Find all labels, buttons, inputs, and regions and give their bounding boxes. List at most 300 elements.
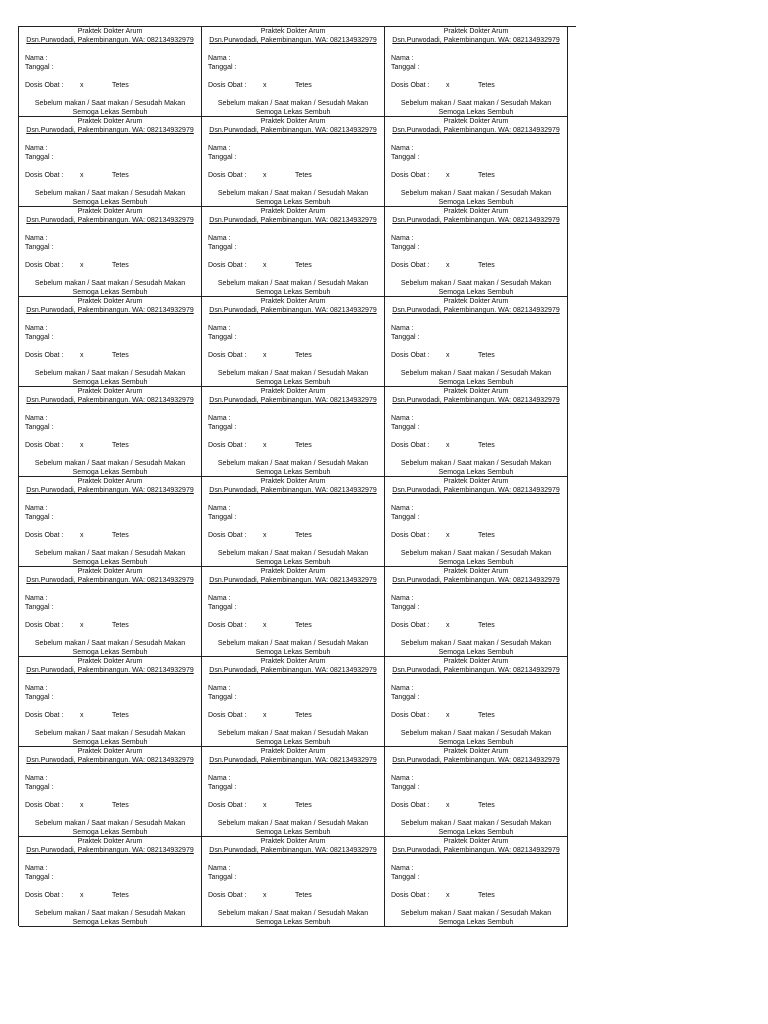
- patient-name-field: Nama :: [25, 865, 48, 872]
- clinic-address: Dsn.Purwodadi, Pakembinangun. WA: 082134932979: [209, 847, 377, 854]
- dosage-unit: Tetes: [478, 352, 495, 359]
- prescription-label: [385, 207, 568, 297]
- dosage-label: Dosis Obat :: [208, 802, 247, 809]
- dosage-unit: Tetes: [112, 262, 129, 269]
- dosage-unit: Tetes: [295, 802, 312, 809]
- clinic-address: Dsn.Purwodadi, Pakembinangun. WA: 082134932979: [392, 397, 560, 404]
- clinic-title: Praktek Dokter Arum: [443, 748, 509, 755]
- get-well-message: Semoga Lekas Sembuh: [438, 289, 514, 296]
- meal-timing: Sebelum makan / Saat makan / Sesudah Makan: [34, 910, 186, 917]
- meal-timing: Sebelum makan / Saat makan / Sesudah Makan: [217, 370, 369, 377]
- patient-name-field: Nama :: [391, 325, 414, 332]
- dosage-unit: Tetes: [295, 622, 312, 629]
- dosage-label: Dosis Obat :: [391, 892, 430, 899]
- clinic-address: Dsn.Purwodadi, Pakembinangun. WA: 082134932979: [392, 307, 560, 314]
- patient-name-field: Nama :: [208, 235, 231, 242]
- patient-name-field: Nama :: [25, 145, 48, 152]
- date-field: Tanggal :: [391, 604, 420, 611]
- meal-timing: Sebelum makan / Saat makan / Sesudah Makan: [400, 550, 552, 557]
- clinic-address: Dsn.Purwodadi, Pakembinangun. WA: 082134932979: [392, 487, 560, 494]
- prescription-label: [202, 387, 385, 477]
- meal-timing: Sebelum makan / Saat makan / Sesudah Makan: [34, 190, 186, 197]
- clinic-address: Dsn.Purwodadi, Pakembinangun. WA: 082134932979: [26, 577, 194, 584]
- get-well-message: Semoga Lekas Sembuh: [255, 739, 331, 746]
- clinic-address: Dsn.Purwodadi, Pakembinangun. WA: 082134932979: [209, 667, 377, 674]
- date-field: Tanggal :: [208, 334, 237, 341]
- clinic-address: Dsn.Purwodadi, Pakembinangun. WA: 082134932979: [209, 307, 377, 314]
- dosage-unit: Tetes: [478, 712, 495, 719]
- dosage-label: Dosis Obat :: [208, 892, 247, 899]
- dosage-unit: Tetes: [295, 532, 312, 539]
- date-field: Tanggal :: [208, 244, 237, 251]
- dosage-multiplier: x: [263, 712, 267, 719]
- prescription-label: [202, 747, 385, 837]
- dosage-unit: Tetes: [478, 802, 495, 809]
- prescription-label: [202, 477, 385, 567]
- meal-timing: Sebelum makan / Saat makan / Sesudah Makan: [34, 820, 186, 827]
- clinic-title: Praktek Dokter Arum: [77, 568, 143, 575]
- dosage-label: Dosis Obat :: [25, 622, 64, 629]
- dosage-multiplier: x: [446, 622, 450, 629]
- patient-name-field: Nama :: [208, 595, 231, 602]
- dosage-label: Dosis Obat :: [25, 262, 64, 269]
- dosage-multiplier: x: [446, 262, 450, 269]
- dosage-label: Dosis Obat :: [208, 712, 247, 719]
- clinic-address: Dsn.Purwodadi, Pakembinangun. WA: 082134932979: [26, 667, 194, 674]
- date-field: Tanggal :: [391, 244, 420, 251]
- meal-timing: Sebelum makan / Saat makan / Sesudah Makan: [400, 190, 552, 197]
- meal-timing: Sebelum makan / Saat makan / Sesudah Makan: [34, 370, 186, 377]
- clinic-title: Praktek Dokter Arum: [260, 658, 326, 665]
- patient-name-field: Nama :: [25, 685, 48, 692]
- clinic-title: Praktek Dokter Arum: [260, 478, 326, 485]
- prescription-label: [202, 837, 385, 927]
- patient-name-field: Nama :: [25, 775, 48, 782]
- get-well-message: Semoga Lekas Sembuh: [255, 469, 331, 476]
- clinic-title: Praktek Dokter Arum: [443, 388, 509, 395]
- prescription-label: [385, 297, 568, 387]
- date-field: Tanggal :: [25, 154, 54, 161]
- dosage-multiplier: x: [80, 622, 84, 629]
- meal-timing: Sebelum makan / Saat makan / Sesudah Makan: [34, 280, 186, 287]
- dosage-unit: Tetes: [112, 352, 129, 359]
- date-field: Tanggal :: [208, 154, 237, 161]
- dosage-label: Dosis Obat :: [391, 172, 430, 179]
- meal-timing: Sebelum makan / Saat makan / Sesudah Makan: [34, 460, 186, 467]
- date-field: Tanggal :: [25, 874, 54, 881]
- dosage-unit: Tetes: [112, 892, 129, 899]
- meal-timing: Sebelum makan / Saat makan / Sesudah Makan: [400, 100, 552, 107]
- date-field: Tanggal :: [391, 334, 420, 341]
- dosage-label: Dosis Obat :: [391, 442, 430, 449]
- dosage-label: Dosis Obat :: [208, 532, 247, 539]
- dosage-label: Dosis Obat :: [208, 622, 247, 629]
- dosage-multiplier: x: [80, 442, 84, 449]
- patient-name-field: Nama :: [391, 145, 414, 152]
- dosage-unit: Tetes: [295, 712, 312, 719]
- dosage-multiplier: x: [80, 532, 84, 539]
- dosage-label: Dosis Obat :: [208, 442, 247, 449]
- patient-name-field: Nama :: [25, 415, 48, 422]
- dosage-multiplier: x: [263, 172, 267, 179]
- prescription-label: [385, 837, 568, 927]
- patient-name-field: Nama :: [391, 55, 414, 62]
- clinic-title: Praktek Dokter Arum: [443, 658, 509, 665]
- dosage-multiplier: x: [446, 82, 450, 89]
- clinic-title: Praktek Dokter Arum: [260, 388, 326, 395]
- patient-name-field: Nama :: [208, 145, 231, 152]
- dosage-label: Dosis Obat :: [25, 532, 64, 539]
- patient-name-field: Nama :: [391, 235, 414, 242]
- meal-timing: Sebelum makan / Saat makan / Sesudah Makan: [34, 640, 186, 647]
- clinic-title: Praktek Dokter Arum: [77, 388, 143, 395]
- prescription-label: [385, 567, 568, 657]
- meal-timing: Sebelum makan / Saat makan / Sesudah Makan: [217, 730, 369, 737]
- meal-timing: Sebelum makan / Saat makan / Sesudah Makan: [400, 280, 552, 287]
- patient-name-field: Nama :: [391, 865, 414, 872]
- meal-timing: Sebelum makan / Saat makan / Sesudah Makan: [217, 460, 369, 467]
- clinic-title: Praktek Dokter Arum: [260, 298, 326, 305]
- clinic-title: Praktek Dokter Arum: [260, 118, 326, 125]
- dosage-unit: Tetes: [295, 172, 312, 179]
- dosage-multiplier: x: [446, 802, 450, 809]
- clinic-address: Dsn.Purwodadi, Pakembinangun. WA: 082134932979: [392, 667, 560, 674]
- prescription-label: [202, 207, 385, 297]
- dosage-unit: Tetes: [112, 622, 129, 629]
- get-well-message: Semoga Lekas Sembuh: [72, 199, 148, 206]
- clinic-address: Dsn.Purwodadi, Pakembinangun. WA: 082134932979: [209, 37, 377, 44]
- clinic-title: Praktek Dokter Arum: [77, 298, 143, 305]
- date-field: Tanggal :: [25, 514, 54, 521]
- dosage-label: Dosis Obat :: [208, 352, 247, 359]
- date-field: Tanggal :: [208, 64, 237, 71]
- dosage-label: Dosis Obat :: [391, 532, 430, 539]
- dosage-multiplier: x: [446, 532, 450, 539]
- dosage-multiplier: x: [263, 82, 267, 89]
- clinic-title: Praktek Dokter Arum: [77, 658, 143, 665]
- dosage-multiplier: x: [263, 802, 267, 809]
- dosage-unit: Tetes: [295, 892, 312, 899]
- patient-name-field: Nama :: [25, 235, 48, 242]
- dosage-unit: Tetes: [295, 352, 312, 359]
- patient-name-field: Nama :: [208, 55, 231, 62]
- meal-timing: Sebelum makan / Saat makan / Sesudah Makan: [400, 730, 552, 737]
- get-well-message: Semoga Lekas Sembuh: [438, 109, 514, 116]
- clinic-address: Dsn.Purwodadi, Pakembinangun. WA: 082134932979: [209, 217, 377, 224]
- clinic-address: Dsn.Purwodadi, Pakembinangun. WA: 082134932979: [26, 757, 194, 764]
- clinic-title: Praktek Dokter Arum: [77, 208, 143, 215]
- dosage-label: Dosis Obat :: [391, 82, 430, 89]
- dosage-unit: Tetes: [112, 172, 129, 179]
- label-sheet: [18, 26, 576, 926]
- patient-name-field: Nama :: [208, 325, 231, 332]
- dosage-multiplier: x: [80, 802, 84, 809]
- dosage-label: Dosis Obat :: [208, 82, 247, 89]
- patient-name-field: Nama :: [208, 685, 231, 692]
- dosage-unit: Tetes: [478, 892, 495, 899]
- prescription-label: [19, 207, 202, 297]
- date-field: Tanggal :: [208, 514, 237, 521]
- clinic-address: Dsn.Purwodadi, Pakembinangun. WA: 082134932979: [209, 757, 377, 764]
- dosage-multiplier: x: [446, 172, 450, 179]
- get-well-message: Semoga Lekas Sembuh: [255, 109, 331, 116]
- prescription-label: [202, 117, 385, 207]
- dosage-unit: Tetes: [295, 442, 312, 449]
- clinic-title: Praktek Dokter Arum: [77, 118, 143, 125]
- meal-timing: Sebelum makan / Saat makan / Sesudah Makan: [400, 460, 552, 467]
- dosage-multiplier: x: [80, 82, 84, 89]
- date-field: Tanggal :: [391, 784, 420, 791]
- clinic-title: Praktek Dokter Arum: [260, 28, 326, 35]
- dosage-unit: Tetes: [112, 712, 129, 719]
- patient-name-field: Nama :: [25, 325, 48, 332]
- dosage-multiplier: x: [263, 892, 267, 899]
- dosage-unit: Tetes: [478, 82, 495, 89]
- dosage-label: Dosis Obat :: [391, 352, 430, 359]
- dosage-unit: Tetes: [478, 442, 495, 449]
- clinic-title: Praktek Dokter Arum: [443, 298, 509, 305]
- get-well-message: Semoga Lekas Sembuh: [255, 289, 331, 296]
- prescription-label: [385, 117, 568, 207]
- patient-name-field: Nama :: [25, 55, 48, 62]
- prescription-label: [202, 27, 385, 117]
- prescription-label: [19, 297, 202, 387]
- get-well-message: Semoga Lekas Sembuh: [255, 379, 331, 386]
- meal-timing: Sebelum makan / Saat makan / Sesudah Makan: [400, 820, 552, 827]
- clinic-title: Praktek Dokter Arum: [77, 838, 143, 845]
- date-field: Tanggal :: [391, 64, 420, 71]
- patient-name-field: Nama :: [391, 595, 414, 602]
- meal-timing: Sebelum makan / Saat makan / Sesudah Makan: [400, 370, 552, 377]
- clinic-address: Dsn.Purwodadi, Pakembinangun. WA: 082134932979: [26, 847, 194, 854]
- get-well-message: Semoga Lekas Sembuh: [255, 199, 331, 206]
- clinic-address: Dsn.Purwodadi, Pakembinangun. WA: 082134932979: [26, 217, 194, 224]
- dosage-unit: Tetes: [112, 442, 129, 449]
- meal-timing: Sebelum makan / Saat makan / Sesudah Makan: [34, 100, 186, 107]
- dosage-multiplier: x: [263, 532, 267, 539]
- date-field: Tanggal :: [208, 604, 237, 611]
- clinic-title: Praktek Dokter Arum: [443, 208, 509, 215]
- get-well-message: Semoga Lekas Sembuh: [438, 469, 514, 476]
- get-well-message: Semoga Lekas Sembuh: [72, 109, 148, 116]
- dosage-unit: Tetes: [295, 82, 312, 89]
- clinic-address: Dsn.Purwodadi, Pakembinangun. WA: 082134932979: [209, 127, 377, 134]
- get-well-message: Semoga Lekas Sembuh: [72, 919, 148, 926]
- prescription-label: [385, 27, 568, 117]
- date-field: Tanggal :: [25, 424, 54, 431]
- dosage-unit: Tetes: [478, 172, 495, 179]
- patient-name-field: Nama :: [208, 865, 231, 872]
- get-well-message: Semoga Lekas Sembuh: [438, 379, 514, 386]
- dosage-multiplier: x: [80, 352, 84, 359]
- clinic-title: Praktek Dokter Arum: [260, 568, 326, 575]
- dosage-unit: Tetes: [112, 532, 129, 539]
- dosage-multiplier: x: [80, 172, 84, 179]
- dosage-label: Dosis Obat :: [391, 622, 430, 629]
- prescription-label: [385, 747, 568, 837]
- clinic-title: Praktek Dokter Arum: [443, 568, 509, 575]
- dosage-multiplier: x: [446, 352, 450, 359]
- prescription-label: [19, 387, 202, 477]
- get-well-message: Semoga Lekas Sembuh: [438, 919, 514, 926]
- dosage-multiplier: x: [80, 262, 84, 269]
- meal-timing: Sebelum makan / Saat makan / Sesudah Makan: [217, 910, 369, 917]
- prescription-label: [19, 747, 202, 837]
- dosage-unit: Tetes: [478, 532, 495, 539]
- meal-timing: Sebelum makan / Saat makan / Sesudah Makan: [217, 100, 369, 107]
- clinic-title: Praktek Dokter Arum: [443, 838, 509, 845]
- dosage-multiplier: x: [263, 622, 267, 629]
- date-field: Tanggal :: [25, 244, 54, 251]
- clinic-title: Praktek Dokter Arum: [77, 28, 143, 35]
- get-well-message: Semoga Lekas Sembuh: [255, 649, 331, 656]
- get-well-message: Semoga Lekas Sembuh: [438, 199, 514, 206]
- clinic-title: Praktek Dokter Arum: [260, 208, 326, 215]
- meal-timing: Sebelum makan / Saat makan / Sesudah Makan: [217, 280, 369, 287]
- date-field: Tanggal :: [25, 64, 54, 71]
- dosage-unit: Tetes: [295, 262, 312, 269]
- dosage-label: Dosis Obat :: [25, 172, 64, 179]
- dosage-label: Dosis Obat :: [25, 802, 64, 809]
- meal-timing: Sebelum makan / Saat makan / Sesudah Makan: [217, 820, 369, 827]
- prescription-label: [19, 567, 202, 657]
- clinic-address: Dsn.Purwodadi, Pakembinangun. WA: 082134932979: [209, 577, 377, 584]
- clinic-address: Dsn.Purwodadi, Pakembinangun. WA: 082134932979: [209, 397, 377, 404]
- meal-timing: Sebelum makan / Saat makan / Sesudah Makan: [400, 640, 552, 647]
- clinic-title: Praktek Dokter Arum: [260, 838, 326, 845]
- prescription-label: [19, 27, 202, 117]
- date-field: Tanggal :: [25, 694, 54, 701]
- get-well-message: Semoga Lekas Sembuh: [72, 469, 148, 476]
- clinic-address: Dsn.Purwodadi, Pakembinangun. WA: 082134932979: [392, 127, 560, 134]
- dosage-label: Dosis Obat :: [391, 712, 430, 719]
- date-field: Tanggal :: [391, 424, 420, 431]
- prescription-label: [385, 387, 568, 477]
- get-well-message: Semoga Lekas Sembuh: [438, 829, 514, 836]
- get-well-message: Semoga Lekas Sembuh: [72, 379, 148, 386]
- dosage-multiplier: x: [80, 892, 84, 899]
- clinic-address: Dsn.Purwodadi, Pakembinangun. WA: 082134932979: [392, 847, 560, 854]
- dosage-unit: Tetes: [478, 262, 495, 269]
- prescription-label: [19, 477, 202, 567]
- date-field: Tanggal :: [25, 784, 54, 791]
- patient-name-field: Nama :: [25, 595, 48, 602]
- clinic-title: Praktek Dokter Arum: [77, 748, 143, 755]
- get-well-message: Semoga Lekas Sembuh: [72, 739, 148, 746]
- clinic-address: Dsn.Purwodadi, Pakembinangun. WA: 082134932979: [26, 37, 194, 44]
- clinic-title: Praktek Dokter Arum: [260, 748, 326, 755]
- clinic-address: Dsn.Purwodadi, Pakembinangun. WA: 082134932979: [26, 397, 194, 404]
- patient-name-field: Nama :: [208, 415, 231, 422]
- prescription-label: [385, 477, 568, 567]
- dosage-multiplier: x: [446, 712, 450, 719]
- prescription-label: [19, 657, 202, 747]
- clinic-address: Dsn.Purwodadi, Pakembinangun. WA: 082134932979: [392, 37, 560, 44]
- date-field: Tanggal :: [391, 874, 420, 881]
- prescription-label: [19, 117, 202, 207]
- dosage-multiplier: x: [446, 442, 450, 449]
- meal-timing: Sebelum makan / Saat makan / Sesudah Makan: [400, 910, 552, 917]
- meal-timing: Sebelum makan / Saat makan / Sesudah Makan: [217, 640, 369, 647]
- date-field: Tanggal :: [208, 874, 237, 881]
- date-field: Tanggal :: [25, 334, 54, 341]
- dosage-multiplier: x: [263, 442, 267, 449]
- dosage-label: Dosis Obat :: [25, 712, 64, 719]
- date-field: Tanggal :: [208, 694, 237, 701]
- date-field: Tanggal :: [391, 154, 420, 161]
- clinic-address: Dsn.Purwodadi, Pakembinangun. WA: 082134932979: [392, 217, 560, 224]
- dosage-label: Dosis Obat :: [25, 442, 64, 449]
- get-well-message: Semoga Lekas Sembuh: [438, 739, 514, 746]
- get-well-message: Semoga Lekas Sembuh: [72, 829, 148, 836]
- meal-timing: Sebelum makan / Saat makan / Sesudah Makan: [34, 550, 186, 557]
- get-well-message: Semoga Lekas Sembuh: [438, 559, 514, 566]
- get-well-message: Semoga Lekas Sembuh: [438, 649, 514, 656]
- dosage-label: Dosis Obat :: [25, 352, 64, 359]
- clinic-address: Dsn.Purwodadi, Pakembinangun. WA: 082134932979: [209, 487, 377, 494]
- clinic-title: Praktek Dokter Arum: [443, 28, 509, 35]
- dosage-unit: Tetes: [112, 82, 129, 89]
- patient-name-field: Nama :: [391, 415, 414, 422]
- get-well-message: Semoga Lekas Sembuh: [255, 829, 331, 836]
- get-well-message: Semoga Lekas Sembuh: [72, 559, 148, 566]
- dosage-label: Dosis Obat :: [25, 82, 64, 89]
- clinic-address: Dsn.Purwodadi, Pakembinangun. WA: 082134932979: [26, 487, 194, 494]
- dosage-multiplier: x: [446, 892, 450, 899]
- get-well-message: Semoga Lekas Sembuh: [72, 289, 148, 296]
- prescription-label: [385, 657, 568, 747]
- meal-timing: Sebelum makan / Saat makan / Sesudah Makan: [34, 730, 186, 737]
- dosage-label: Dosis Obat :: [391, 262, 430, 269]
- clinic-title: Praktek Dokter Arum: [443, 478, 509, 485]
- patient-name-field: Nama :: [391, 505, 414, 512]
- meal-timing: Sebelum makan / Saat makan / Sesudah Makan: [217, 190, 369, 197]
- date-field: Tanggal :: [25, 604, 54, 611]
- meal-timing: Sebelum makan / Saat makan / Sesudah Makan: [217, 550, 369, 557]
- clinic-address: Dsn.Purwodadi, Pakembinangun. WA: 082134932979: [26, 127, 194, 134]
- prescription-label: [202, 567, 385, 657]
- prescription-label: [19, 837, 202, 927]
- get-well-message: Semoga Lekas Sembuh: [255, 559, 331, 566]
- clinic-address: Dsn.Purwodadi, Pakembinangun. WA: 082134932979: [392, 757, 560, 764]
- patient-name-field: Nama :: [208, 505, 231, 512]
- date-field: Tanggal :: [391, 514, 420, 521]
- clinic-title: Praktek Dokter Arum: [443, 118, 509, 125]
- date-field: Tanggal :: [391, 694, 420, 701]
- dosage-multiplier: x: [263, 262, 267, 269]
- dosage-label: Dosis Obat :: [208, 172, 247, 179]
- date-field: Tanggal :: [208, 424, 237, 431]
- patient-name-field: Nama :: [391, 685, 414, 692]
- dosage-label: Dosis Obat :: [25, 892, 64, 899]
- prescription-label: [202, 297, 385, 387]
- clinic-address: Dsn.Purwodadi, Pakembinangun. WA: 082134932979: [26, 307, 194, 314]
- dosage-unit: Tetes: [478, 622, 495, 629]
- dosage-multiplier: x: [263, 352, 267, 359]
- dosage-label: Dosis Obat :: [208, 262, 247, 269]
- dosage-multiplier: x: [80, 712, 84, 719]
- patient-name-field: Nama :: [391, 775, 414, 782]
- dosage-label: Dosis Obat :: [391, 802, 430, 809]
- clinic-address: Dsn.Purwodadi, Pakembinangun. WA: 082134932979: [392, 577, 560, 584]
- dosage-unit: Tetes: [112, 802, 129, 809]
- patient-name-field: Nama :: [25, 505, 48, 512]
- patient-name-field: Nama :: [208, 775, 231, 782]
- date-field: Tanggal :: [208, 784, 237, 791]
- clinic-title: Praktek Dokter Arum: [77, 478, 143, 485]
- prescription-label: [202, 657, 385, 747]
- get-well-message: Semoga Lekas Sembuh: [72, 649, 148, 656]
